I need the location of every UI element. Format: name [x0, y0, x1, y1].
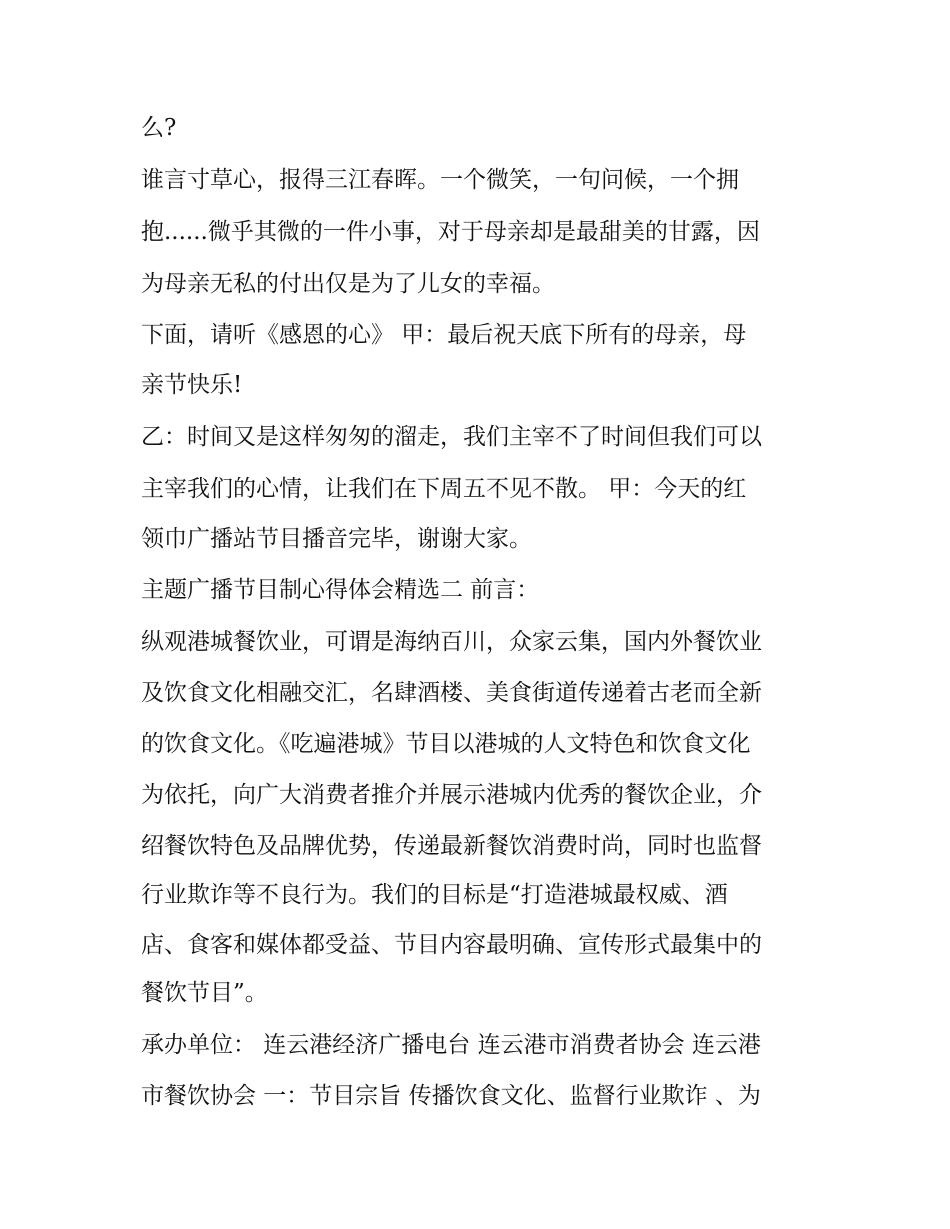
text-line: 主宰我们的心情，让我们在下周五不见不散。 甲：今天的红	[141, 476, 747, 502]
text-line: 么?	[141, 115, 177, 141]
text-line: 抱......微乎其微的一件小事，对于母亲却是最甜美的甘露，因	[141, 219, 760, 245]
text-line: 的饮食文化。《吃遍港城》节目以港城的人文特色和饮食文化	[141, 731, 751, 757]
text-line: 市餐饮协会 一：节目宗旨 传播饮食文化、监督行业欺诈 、为	[141, 1083, 761, 1109]
text-line: 行业欺诈等不良行为。我们的目标是“打造港城最权威、酒	[141, 882, 728, 908]
text-line: 亲节快乐!	[141, 372, 243, 398]
text-line: 为依托，向广大消费者推介并展示港城内优秀的餐饮企业，介	[141, 782, 762, 808]
text-line: 绍餐饮特色及品牌优势，传递最新餐饮消费时尚，同时也监督	[141, 833, 762, 859]
text-line: 下面，请听《感恩的心》 甲：最后祝天底下所有的母亲，母	[141, 322, 747, 348]
text-line: 承办单位： 连云港经济广播电台 连云港市消费者协会 连云港	[141, 1032, 761, 1058]
text-line: 及饮食文化相融交汇，名肆酒楼、美食街道传递着古老而全新	[141, 680, 762, 706]
text-line: 纵观港城餐饮业，可谓是海纳百川，众家云集，国内外餐饮业	[141, 629, 762, 655]
text-line: 店、食客和媒体都受益、节目内容最明确、宣传形式最集中的	[141, 932, 762, 958]
text-line: 为母亲无私的付出仅是为了儿女的幸福。	[141, 271, 555, 297]
text-line: 餐饮节目”。	[141, 980, 268, 1006]
text-line: 主题广播节目制心得体会精选二 前言：	[141, 577, 540, 603]
text-line: 领巾广播站节目播音完毕，谢谢大家。	[141, 526, 532, 552]
text-line: 谁言寸草心，报得三江春晖。一个微笑，一句问候，一个拥	[141, 167, 739, 193]
text-line: 乙：时间又是这样匆匆的溜走，我们主宰不了时间但我们可以	[141, 424, 762, 450]
